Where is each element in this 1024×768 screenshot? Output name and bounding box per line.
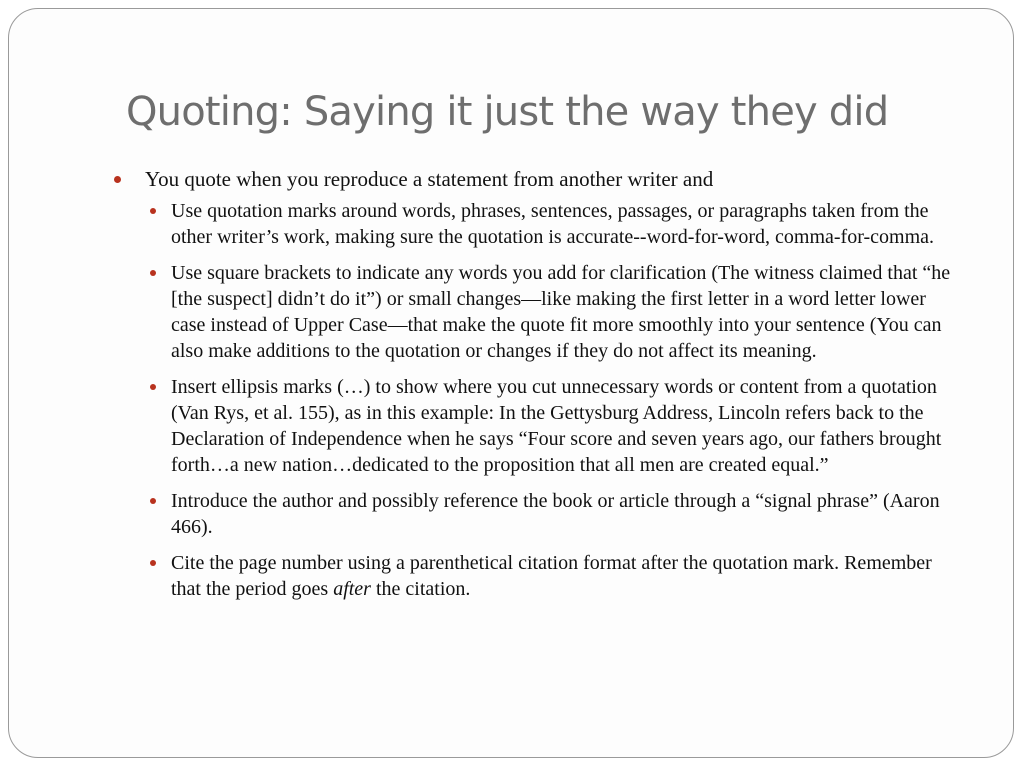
bullet-dot-icon [150,270,156,276]
bullet-dot-icon [114,176,121,183]
sub-bullet-signal-phrase [150,488,962,540]
sub-bullet-text [171,550,962,602]
sub-bullet-text: Use quotation marks around words, phrases, sentences, passages, or paragraphs taken from the other writer’s work, making sure the quotation is accurate--word-for-word, comma-for-comma. [171,200,935,248]
citation-text-before: Cite the page number using a parenthetical citation format after the quotation mark. Remember that the period goes [171,552,932,600]
main-bullet-point [112,166,962,192]
citation-text-after: the citation. [370,578,471,600]
bullet-dot-icon [150,384,156,390]
bullet-dot-icon [150,560,156,566]
bullet-dot-icon [150,498,156,504]
bullet-dot-icon [150,208,156,214]
main-bullet-text: You quote when you reproduce a statement from another writer and [145,167,714,191]
sub-bullet-text: Introduce the author and possibly reference the book or article through a “signal phrase” (Aaron 466). [171,490,940,538]
sub-bullet-text: Insert ellipsis marks (…) to show where you cut unnecessary words or content from a quotation (Van Rys, et al. 155), as in this example: In the Gettysburg Address, Lincoln refers back to the Declaration of Independence when he says “Four score and seven years ago, our fathers brought forth…a new nation…dedicated to the proposition that all men are created equal.” [171,376,942,476]
slide-body [112,166,962,612]
sub-bullet-citation [150,550,962,602]
citation-emphasis: after [333,578,371,600]
slide-title: Quoting: Saying it just the way they did [126,89,889,135]
sub-bullet-quotation-marks [150,198,962,250]
sub-bullet-ellipsis [150,374,962,478]
sub-bullet-list [112,198,962,602]
sub-bullet-text: Use square brackets to indicate any words you add for clarification (The witness claimed that “he [the suspect] didn’t do it”) or small changes—like making the first letter in a word letter lower case instead of Upper Case—that make the quote fit more smoothly into your sentence (You can also make additions to the quotation or changes if they do not affect its meaning. [171,262,951,362]
sub-bullet-square-brackets [150,260,962,364]
